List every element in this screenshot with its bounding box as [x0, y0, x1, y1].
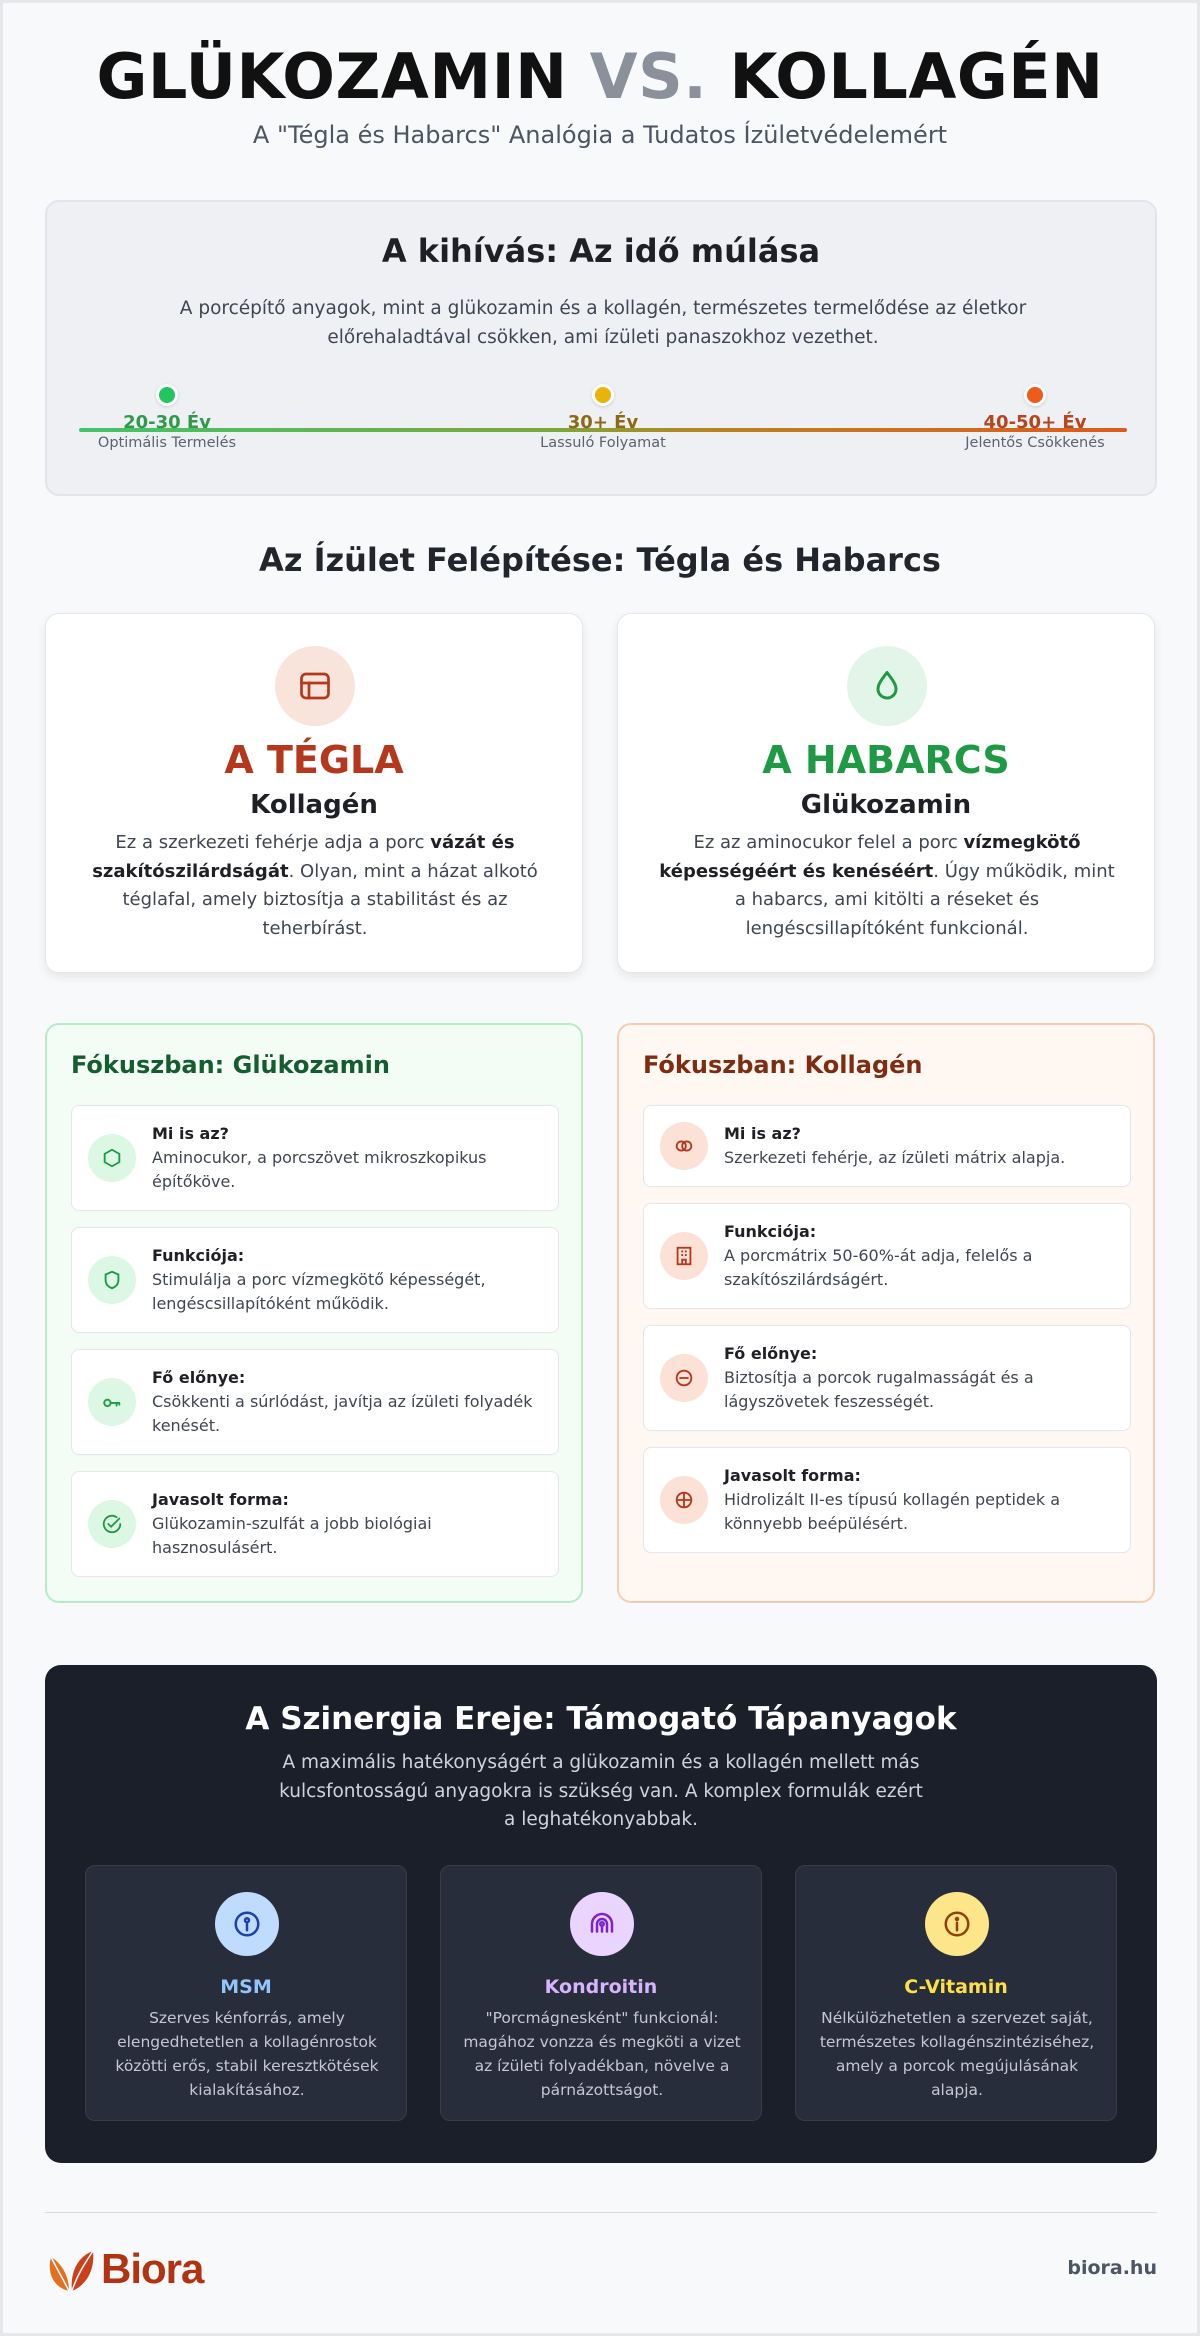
nutrient-card-c-vitamin [795, 1865, 1117, 2121]
title-vs: VS. [589, 40, 708, 113]
info-icon [925, 1892, 989, 1956]
item-text: Biztosítja a porcok rugalmasságát és a lágyszövetek feszességét. [724, 1368, 1034, 1411]
hexagon-icon [88, 1134, 136, 1182]
item-heading: Javasolt forma: [724, 1466, 861, 1485]
focus-glucosamine-title: Fókuszban: Glükozamin [71, 1051, 390, 1079]
item-heading: Mi is az? [724, 1124, 801, 1143]
shield-icon [88, 1256, 136, 1304]
timeline-dot [1024, 384, 1046, 406]
list-item [71, 1349, 559, 1455]
item-text: Aminocukor, a porcszövet mikroszkopikus építőköve. [152, 1148, 487, 1191]
structure-title: Az Ízület Felépítése: Tégla és Habarcs [259, 541, 941, 579]
website-link[interactable]: biora.hu [1067, 2257, 1157, 2279]
brick-title: A TÉGLA [224, 738, 404, 782]
brick-subtitle: Kollagén [250, 790, 378, 820]
timeline-dot [156, 384, 178, 406]
item-text: Stimulálja a porc vízmegkötő képességét, lengéscsillapítóként működik. [152, 1270, 486, 1313]
plus-circle-icon [660, 1476, 708, 1524]
building-icon [660, 1232, 708, 1280]
list-item [643, 1447, 1131, 1553]
list-item [71, 1227, 559, 1333]
mortar-card [617, 613, 1155, 973]
item-heading: Funkciója: [152, 1246, 245, 1265]
timeline-point-1 [47, 384, 287, 451]
minus-circle-icon [660, 1354, 708, 1402]
nutrient-text: Nélkülözhetetlen a szervezet saját, természetes kollagénszintéziséhez, amely a porcok megújulásának alapja. [819, 2009, 1095, 2099]
nutrient-title: C-Vitamin [904, 1976, 1008, 1998]
item-text: Glükozamin-szulfát a jobb biológiai hasznosulásért. [152, 1514, 432, 1557]
timeline-label: 20-30 Év [123, 412, 211, 433]
nutrient-title: Kondroitin [544, 1976, 658, 1998]
magnet-icon [570, 1892, 634, 1956]
page-subtitle: A "Tégla és Habarcs" Analógia a Tudatos Ízületvédelemért [252, 121, 948, 149]
timeline-point-2 [483, 384, 723, 451]
list-item [643, 1203, 1131, 1309]
challenge-section [45, 200, 1157, 496]
synergy-title: A Szinergia Ereje: Támogató Tápanyagok [245, 1701, 957, 1737]
synergy-section [45, 1665, 1157, 2163]
mortar-title: A HABARCS [762, 738, 1010, 782]
brick-description: Ez a szerkezeti fehérje adja a porc vázát és szakítószilárdságát. Olyan, mint a házat alkotó téglafal, amely biztosítja a stabilitást és az teherbírást. [92, 832, 538, 939]
item-text: Szerkezeti fehérje, az ízületi mátrix alapja. [724, 1148, 1066, 1167]
info-circle-icon [215, 1892, 279, 1956]
mortar-description: Ez az aminocukor felel a porc vízmegkötő képességéért és kenéséért. Úgy működik, mint a habarcs, ami kitölti a réseket és lengéscsillapítóként funkcionál. [659, 832, 1115, 939]
challenge-title: A kihívás: Az idő múlása [381, 232, 821, 270]
key-icon [88, 1378, 136, 1426]
nutrient-card-msm [85, 1865, 407, 2121]
timeline-point-3 [915, 384, 1155, 451]
challenge-text: A porcépítő anyagok, mint a glükozamin és a kollagén, természetes termelődése az életkor előrehaladtával csökken, ami ízületi panaszokhoz vezethet. [179, 298, 1027, 348]
droplet-icon [847, 646, 927, 726]
brand-logo[interactable] [45, 2243, 203, 2295]
brand-name: Biora [101, 2245, 204, 2292]
timeline-sublabel: Lassuló Folyamat [540, 435, 666, 451]
focus-glucosamine-panel [45, 1023, 583, 1603]
page-title [3, 41, 1197, 113]
nutrient-text: Szerves kénforrás, amely elengedhetetlen a kollagénrostok közötti erős, stabil keresztkötések kialakításához. [115, 2009, 379, 2099]
nutrient-text: "Porcmágnesként" funkcionál: magához vonzza és megköti a vizet az ízületi folyadékban, növelve a párnázottságot. [463, 2009, 741, 2099]
title-part-1: GLÜKOZAMIN [96, 40, 568, 113]
footer-divider [45, 2212, 1157, 2213]
timeline-sublabel: Jelentős Csökkenés [965, 435, 1105, 451]
focus-collagen-panel [617, 1023, 1155, 1603]
synergy-description: A maximális hatékonyságért a glükozamin és a kollagén mellett más kulcsfontosságú anyagokra is szükség van. A komplex formulák ezért a leghatékonyabbak. [279, 1752, 923, 1830]
item-heading: Funkciója: [724, 1222, 817, 1241]
leaf-logo-icon [45, 2243, 97, 2295]
timeline-dot [592, 384, 614, 406]
brick-icon [275, 646, 355, 726]
title-part-2: KOLLAGÉN [729, 40, 1104, 113]
list-item [71, 1471, 559, 1577]
focus-collagen-title: Fókuszban: Kollagén [643, 1051, 923, 1079]
mortar-subtitle: Glükozamin [800, 790, 972, 820]
item-text: A porcmátrix 50-60%-át adja, felelős a szakítószilárdságért. [724, 1246, 1033, 1289]
list-item [643, 1105, 1131, 1187]
list-item [71, 1105, 559, 1211]
timeline-sublabel: Optimális Termelés [97, 435, 237, 451]
item-heading: Javasolt forma: [152, 1490, 289, 1509]
item-text: Csökkenti a súrlódást, javítja az ízületi folyadék kenését. [152, 1392, 533, 1435]
infographic-page [3, 3, 1197, 2333]
brick-card [45, 613, 583, 973]
list-item [643, 1325, 1131, 1431]
item-heading: Fő előnye: [724, 1344, 818, 1363]
item-heading: Fő előnye: [152, 1368, 246, 1387]
nutrient-title: MSM [220, 1976, 272, 1998]
timeline-label: 30+ Év [567, 412, 639, 433]
timeline-label: 40-50+ Év [983, 412, 1087, 433]
item-heading: Mi is az? [152, 1124, 229, 1143]
check-circle-icon [88, 1500, 136, 1548]
item-text: Hidrolizált II-es típusú kollagén peptidek a könnyebb beépülésért. [724, 1490, 1061, 1533]
links-icon [660, 1122, 708, 1170]
nutrient-card-kondroitin [440, 1865, 762, 2121]
